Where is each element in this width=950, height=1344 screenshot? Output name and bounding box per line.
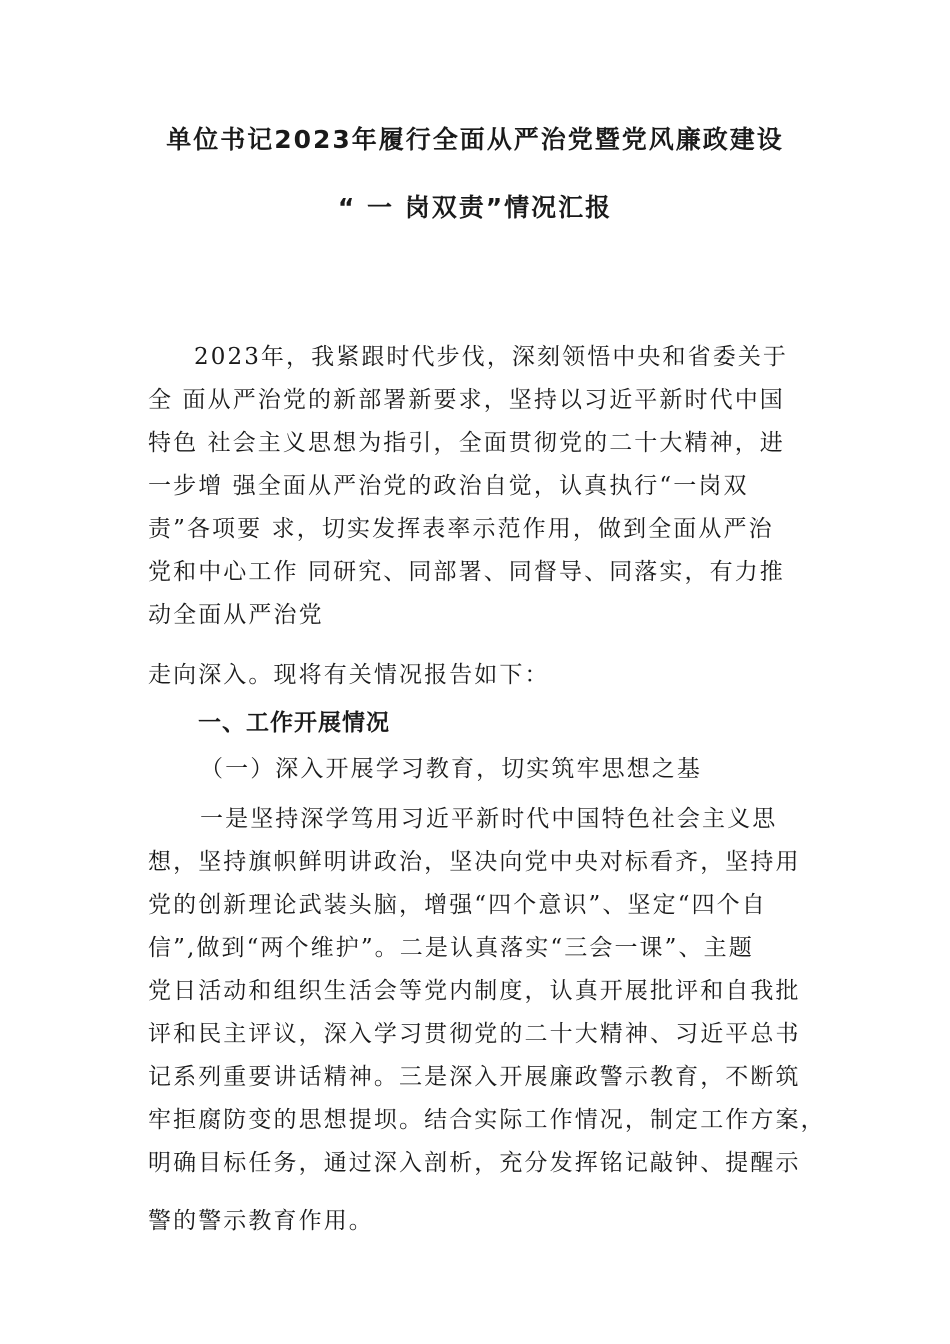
body-line: 记系列重要讲话精神。三是深入开展廉政警示教育，不断筑 [148,1064,801,1090]
intro-line: 2023年，我紧跟时代步伐，深刻领悟中央和省委关于 [194,344,789,370]
document-title-line-2: “ 一 岗双责”情况汇报 [337,193,613,222]
body-line: 信”,做到“两个维护”。二是认真落实“三会一课”、主题 [148,935,754,961]
intro-line: 全 面从严治党的新部署新要求，坚持以习近平新时代中国 [148,387,785,413]
body-last-line: 警的警示教育作用。 [148,1208,374,1234]
intro-continuation: 走向深入。现将有关情况报告如下： [148,662,550,688]
section-heading: 一、工作开展情况 [198,710,390,736]
body-line: 明确目标任务，通过深入剖析，充分发挥铭记敲钟、提醒示 [148,1150,801,1176]
document-title-line-1: 单位书记2023年履行全面从严治党暨党风廉政建设 [166,125,784,154]
body-paragraph [148,798,826,1185]
body-line: 党日活动和组织生活会等党内制度，认真开展批评和自我批 [148,978,801,1004]
body-line: 想，坚持旗帜鲜明讲政治，坚决向党中央对标看齐，坚持用 [148,849,801,875]
intro-line: 特色 社会主义思想为指引，全面贯彻党的二十大精神，进 [148,430,785,456]
body-line: 党的创新理论武装头脑，增强“四个意识”、坚定“四个自 [148,892,767,918]
intro-paragraph [148,336,814,637]
body-line: 牢拒腐防变的思想提坝。结合实际工作情况，制定工作方案， [148,1107,826,1133]
body-line: 一是坚持深学笃用习近平新时代中国特色社会主义思 [200,806,778,832]
intro-line: 动全面从严治党 [148,602,324,628]
intro-line: 一步增 强全面从严治党的政治自觉，认真执行“一岗双 [148,473,749,499]
body-line: 评和民主评议，深入学习贯彻党的二十大精神、习近平总书 [148,1021,801,1047]
intro-line: 党和中心工作 同研究、同部署、同督导、同落实，有力推 [148,559,785,585]
intro-line: 责”各项要 求，切实发挥表率示范作用，做到全面从严治 [148,516,774,542]
subsection-heading: （一）深入开展学习教育，切实筑牢思想之基 [200,756,702,782]
